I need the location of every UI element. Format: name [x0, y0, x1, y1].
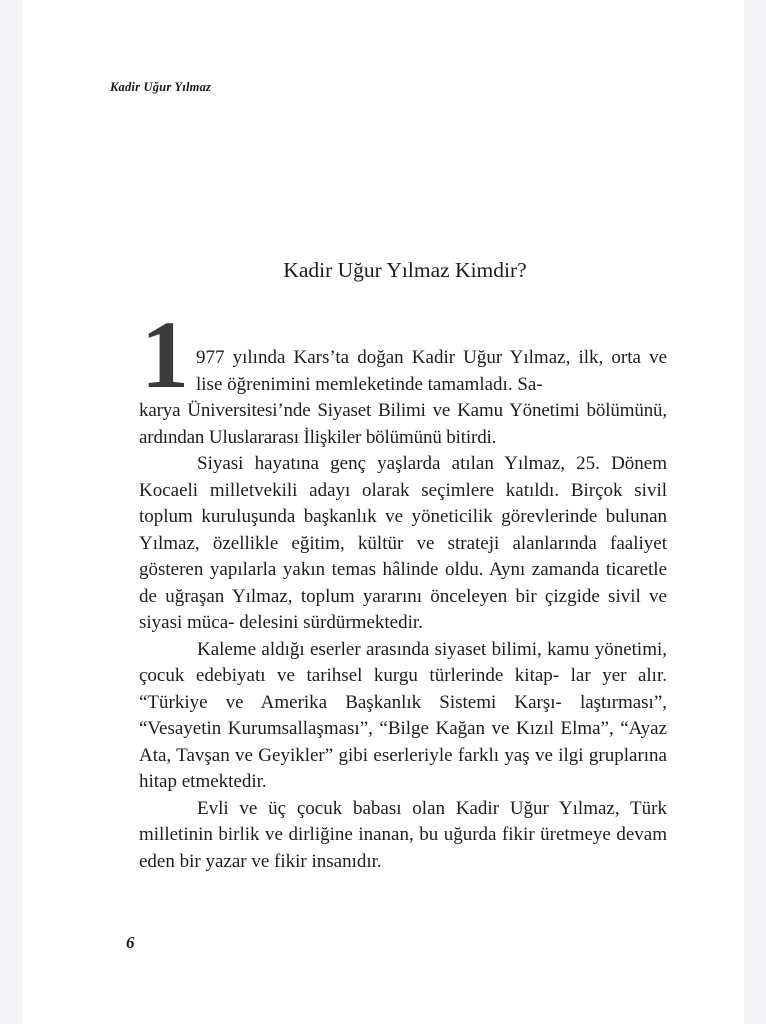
paragraph-4-line: Evli ve üç çocuk babası olan Kadir Uğur Yılmaz,: [197, 797, 620, 819]
paragraph-3-line: yönetimi, çocuk edebiyatı ve tarihsel kurgu türlerinde kitap-: [139, 638, 668, 686]
paragraph-2-line: Dönem Kocaeli milletvekili adayı olarak seçimlere katıldı.: [139, 453, 667, 501]
paragraph-2-line: Birçok sivil toplum kuruluşunda başkanlık ve yöneticilik: [139, 479, 668, 527]
paragraph-4-line: üretmeye devam eden bir yazar ve fikir insanıdır.: [139, 824, 667, 872]
book-page: [22, 0, 744, 1024]
paragraph-1-line: 977 yılında Kars’ta doğan Kadir Uğur Yılmaz, ilk,: [196, 347, 604, 368]
paragraph-2-line: Siyasi hayatına genç yaşlarda atılan Yılmaz, 25.: [197, 453, 600, 474]
paragraph-1-line: bölümünü, ardından Uluslararası İlişkiler bölümünü bitirdi.: [139, 400, 667, 448]
paragraph-1-line: karya Üniversitesi’nde Siyaset Bilimi ve Kamu Yönetimi: [139, 400, 580, 421]
page-number: 6: [126, 933, 135, 952]
drop-cap: 1: [141, 301, 189, 408]
paragraph-2-line: görevlerinde bulunan Yılmaz, özellikle eğitim, kültür ve: [139, 506, 668, 554]
paragraph-4: [139, 796, 667, 876]
biography-text: [139, 301, 668, 875]
paragraph-3-line: Kaleme aldığı eserler arasında siyaset bilimi, kamu: [197, 638, 590, 660]
paragraph-3-line: Kızıl Elma”, “Ayaz Ata, Tavşan ve Geyikler” gibi eserleriyle: [139, 718, 668, 766]
paragraph-2-line: strateji alanlarında faaliyet gösteren yapılarla yakın temas: [139, 532, 668, 580]
paragraph-2: [139, 451, 667, 637]
paragraph-1-line: orta ve lise öğrenimini memleketinde tamamladı. Sa-: [196, 347, 668, 395]
paragraph-2-line: delesini sürdürmektedir.: [239, 612, 423, 633]
paragraph-1-continued: [139, 398, 667, 451]
paragraph-2-line: toplum yararını önceleyen bir çizgide sivil ve siyasi müca-: [139, 585, 667, 633]
paragraph-3-line: laştırması”, “Vesayetin Kurumsallaşması”, “Bilge Kağan ve: [139, 691, 668, 739]
paragraph-1-lines-1-2: [196, 345, 667, 398]
paragraph-3-line: farklı yaş ve ilgi gruplarına hitap etmektedir.: [139, 744, 667, 792]
paragraph-2-line: hâlinde oldu. Aynı zamanda ticaretle de uğraşan Yılmaz,: [139, 559, 668, 607]
paragraph-3: [139, 637, 667, 796]
paragraph-3-line: lar yer alır. “Türkiye ve Amerika Başkanlık Sistemi Karşı-: [139, 665, 667, 713]
chapter-title: Kadir Uğur Yılmaz Kimdir?: [283, 258, 527, 282]
paragraph-1: [139, 301, 668, 408]
running-header-author: Kadir Uğur Yılmaz: [110, 80, 212, 94]
paragraph-4-line: Türk milletinin birlik ve dirliğine inanan, bu uğurda fikir: [139, 797, 667, 845]
